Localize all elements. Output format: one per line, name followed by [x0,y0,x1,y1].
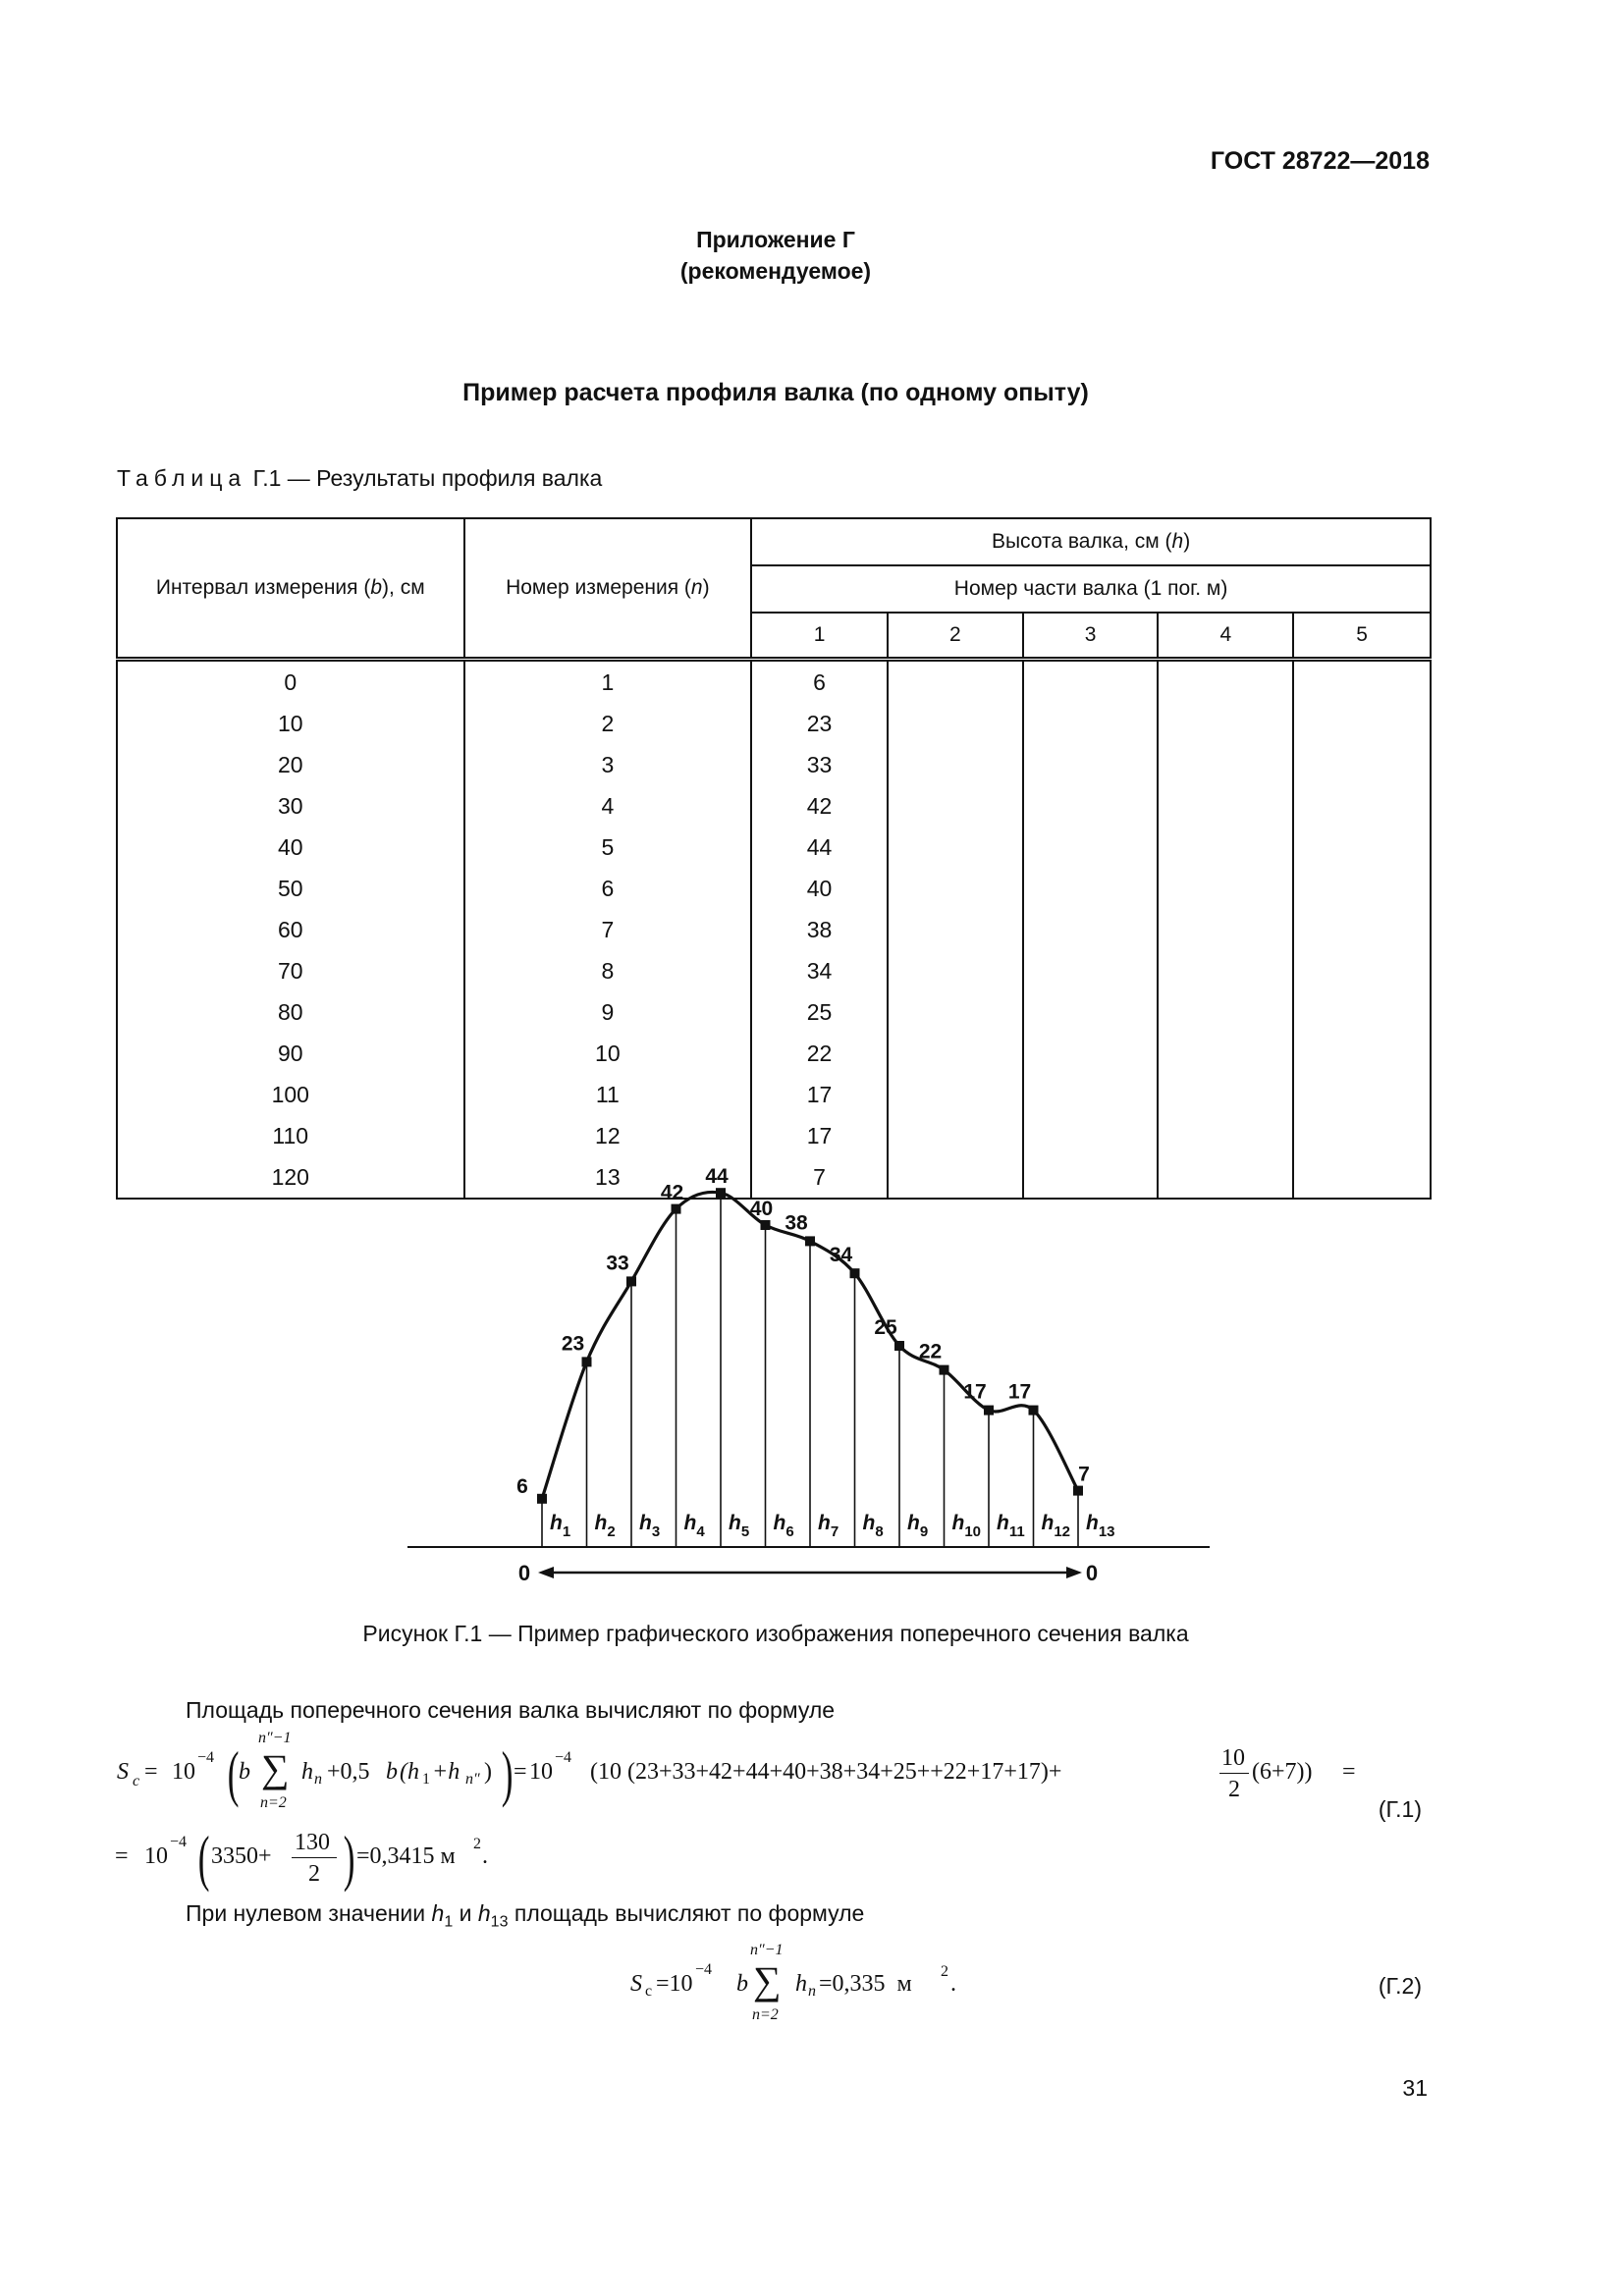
cell-interval: 50 [117,868,464,909]
h-label-sub: 13 [1098,1523,1115,1540]
h-label-letter: h [907,1512,920,1534]
f1-rparen: ) [501,1738,514,1808]
h-label-sub: 3 [651,1523,661,1540]
f2-hn-sub: n [808,1983,816,2000]
f1l2-ten: 10 [144,1843,168,1869]
cell-interval: 100 [117,1074,464,1115]
value-label: 40 [749,1198,774,1220]
table-row [117,1033,1431,1074]
cell-height-part-3 [1023,827,1159,868]
cell-height-part-1: 7 [751,1156,888,1199]
value-label: 17 [1007,1380,1032,1404]
data-point [582,1357,592,1366]
f2-dot: . [950,1971,956,1997]
cell-height-part-1: 17 [751,1074,888,1115]
formula-2-number: (Г.2) [1378,1973,1422,1999]
f1l2-frac-den: 2 [308,1861,320,1887]
cell-height-part-4 [1158,1033,1293,1074]
table-row [117,868,1431,909]
cell-height-part-2 [888,744,1023,785]
cell-height-part-1: 42 [751,785,888,827]
cell-height-part-5 [1293,744,1431,785]
cell-height-part-1: 33 [751,744,888,785]
cell-height-part-2 [888,909,1023,950]
h-label [1086,1512,1115,1540]
table-row [117,1074,1431,1115]
data-point [984,1406,994,1415]
table-row [117,785,1431,827]
header-height [751,518,1431,565]
cell-number: 4 [464,785,752,827]
header-part-2: 2 [888,613,1023,660]
page-number: 31 [1402,2075,1428,2101]
cell-height-part-5 [1293,1156,1431,1199]
cell-interval: 30 [117,785,464,827]
cell-height-part-5 [1293,868,1431,909]
f1l2-rparen: ) [343,1823,355,1893]
cell-height-part-4 [1158,1115,1293,1156]
f1l2-lparen: ( [197,1823,210,1893]
h-label-sub: 5 [740,1523,750,1540]
h-label [684,1512,706,1540]
cell-height-part-5 [1293,785,1431,827]
f1l2-sq: 2 [473,1836,481,1852]
data-point [626,1276,636,1286]
cell-height-part-2 [888,950,1023,991]
results-table [116,517,1432,1200]
f1-paren-term: (h [400,1759,419,1785]
data-point [1073,1486,1083,1496]
cell-height-part-3 [1023,1156,1159,1199]
cell-height-part-4 [1158,744,1293,785]
axis-label-right: 0 [1085,1561,1099,1585]
h-label-letter: h [951,1512,965,1534]
cell-height-part-1: 40 [751,868,888,909]
cell-height-part-4 [1158,827,1293,868]
cell-height-part-3 [1023,660,1159,704]
h-label-sub: 11 [1008,1523,1025,1540]
f1-exp: −4 [197,1749,215,1766]
cell-height-part-5 [1293,827,1431,868]
p2-b: и [453,1900,478,1926]
f1-hn-sub: n [314,1771,322,1788]
cell-interval: 60 [117,909,464,950]
f1-frac-bar [1219,1773,1249,1774]
cell-height-part-3 [1023,991,1159,1033]
h-label-letter: h [1041,1512,1055,1534]
table-caption-text: Г.1 — Результаты профиля валка [246,465,603,491]
cell-interval: 110 [117,1115,464,1156]
cell-height-part-5 [1293,1115,1431,1156]
f2-S: S [630,1971,642,1997]
f1l2-dot: . [482,1843,488,1869]
header-interval-var: b [370,576,383,599]
f1-plus-h: +h [432,1759,460,1785]
data-point [940,1365,949,1375]
h-label [952,1512,982,1540]
cell-number: 7 [464,909,752,950]
cell-interval: 10 [117,703,464,744]
h-label [863,1512,884,1540]
cell-height-part-3 [1023,868,1159,909]
f1-hn: h [301,1759,313,1785]
h-label-sub: 4 [696,1523,705,1540]
paragraph-formula-intro: Площадь поперечного сечения валка вычисляют по формуле [186,1697,836,1723]
standard-number: ГОСТ 28722—2018 [1210,147,1430,175]
f1-b: b [239,1759,250,1785]
cell-height-part-3 [1023,785,1159,827]
cell-number: 13 [464,1156,752,1199]
cell-height-part-3 [1023,744,1159,785]
f2-result: =0,335 м [819,1971,912,1997]
h-label-letter: h [862,1512,876,1534]
cell-height-part-4 [1158,909,1293,950]
cell-height-part-1: 38 [751,909,888,950]
header-interval-text: Интервал измерения ( [155,576,371,599]
value-label: 7 [1078,1463,1090,1486]
f2-sq: 2 [941,1963,948,1980]
axis-label-left: 0 [517,1561,531,1585]
cell-number: 6 [464,868,752,909]
cell-interval: 120 [117,1156,464,1199]
formula-1 [115,1730,1460,1826]
cell-height-part-5 [1293,703,1431,744]
cell-height-part-3 [1023,1115,1159,1156]
header-number [464,518,752,660]
cell-height-part-5 [1293,991,1431,1033]
cell-height-part-1: 34 [751,950,888,991]
value-label: 22 [918,1340,943,1363]
cell-height-part-4 [1158,868,1293,909]
cell-height-part-1: 22 [751,1033,888,1074]
cell-number: 1 [464,660,752,704]
f1l2-exp: −4 [170,1834,188,1850]
cell-interval: 80 [117,991,464,1033]
p2-c: площадь вычисляют по формуле [508,1900,865,1926]
cell-height-part-4 [1158,991,1293,1033]
cell-height-part-4 [1158,660,1293,704]
f1-one: 1 [422,1771,430,1788]
cell-height-part-1: 17 [751,1115,888,1156]
f1-tail: (6+7)) [1252,1759,1313,1785]
f1-sum-top: n″−1 [258,1730,292,1746]
header-number-text: Номер измерения ( [506,576,691,599]
f2-exp: −4 [695,1961,713,1978]
h-label [639,1512,660,1540]
data-point [1029,1406,1039,1415]
f1-eq-end: = [1342,1759,1356,1785]
f1-S-sub: c [133,1773,140,1789]
formula-1-number: (Г.1) [1378,1796,1422,1822]
cell-height-part-4 [1158,1156,1293,1199]
f2-hn: h [795,1971,807,1997]
cell-height-part-3 [1023,1033,1159,1074]
h-label [818,1512,839,1540]
table-row [117,660,1431,704]
f1l2-frac-bar [292,1857,337,1858]
cell-number: 12 [464,1115,752,1156]
cell-interval: 90 [117,1033,464,1074]
data-point [537,1494,547,1504]
table-row [117,827,1431,868]
cell-height-part-3 [1023,703,1159,744]
h-label-letter: h [729,1512,741,1534]
cell-height-part-5 [1293,1074,1431,1115]
data-point [894,1341,904,1351]
h-label-sub: 9 [919,1523,929,1540]
header-part-3: 3 [1023,613,1159,660]
f1-frac-den: 2 [1228,1777,1240,1802]
cell-height-part-2 [888,703,1023,744]
f1l2-result: =0,3415 м [356,1843,456,1869]
header-part-1: 1 [751,613,888,660]
cell-height-part-5 [1293,950,1431,991]
p2-h13-sub: 13 [490,1913,509,1931]
table-row [117,744,1431,785]
data-point [672,1204,681,1214]
cell-height-part-2 [888,785,1023,827]
cell-number: 10 [464,1033,752,1074]
paragraph-zero-values [186,1900,864,1932]
cell-height-part-4 [1158,1074,1293,1115]
table-caption [117,465,602,492]
header-height-text: Высота валка, см ( [991,530,1172,553]
value-label: 33 [606,1252,629,1275]
cell-height-part-4 [1158,703,1293,744]
h-label [997,1512,1025,1540]
value-label: 44 [705,1165,729,1189]
cell-interval: 40 [117,827,464,868]
cell-interval: 0 [117,660,464,704]
h-label-letter: h [773,1512,786,1534]
f1l2-frac-num: 130 [295,1830,330,1855]
header-part-5: 5 [1293,613,1431,660]
f2-eq: =10 [656,1971,693,1997]
h-label [550,1512,570,1540]
f1-nn: n″ [465,1771,480,1788]
header-height-end: ) [1183,530,1191,553]
f1-sigma: ∑ [261,1746,290,1790]
cell-height-part-1: 44 [751,827,888,868]
value-label: 17 [963,1380,987,1404]
h-label-sub: 6 [785,1523,794,1540]
h-label-letter: h [550,1512,563,1534]
header-part-4: 4 [1158,613,1293,660]
f1-eq: = [144,1759,158,1785]
cell-height-part-5 [1293,909,1431,950]
header-part: Номер части валка (1 пог. м) [751,565,1431,613]
cell-interval: 70 [117,950,464,991]
cell-height-part-1: 23 [751,703,888,744]
f1-lparen: ( [227,1738,240,1808]
h-label [729,1512,749,1540]
formula-1-line-2 [115,1822,704,1900]
h-label-sub: 8 [875,1523,884,1540]
header-interval [117,518,464,660]
cell-height-part-4 [1158,785,1293,827]
annex-title: Приложение Г [696,227,855,252]
data-point [850,1268,860,1278]
cell-interval: 20 [117,744,464,785]
h-label-letter: h [594,1512,608,1534]
cell-number: 8 [464,950,752,991]
header-interval-end: ), см [382,576,425,599]
f1-S: S [117,1759,129,1785]
cell-height-part-1: 6 [751,660,888,704]
h-label-letter: h [683,1512,697,1534]
section-title: Пример расчета профиля валка (по одному опыту) [462,379,1089,406]
f1-ten2: 10 [529,1759,553,1785]
annex-status: (рекомендуемое) [679,258,872,284]
f1-exp2: −4 [555,1749,572,1766]
cell-height-part-2 [888,1033,1023,1074]
h-label-sub: 1 [562,1523,571,1540]
cell-height-part-5 [1293,1033,1431,1074]
h-label-letter: h [997,1512,1009,1534]
cell-height-part-1: 25 [751,991,888,1033]
h-label-sub: 7 [830,1523,839,1540]
f2-sigma: ∑ [753,1958,782,2002]
value-label: 42 [660,1181,684,1204]
profile-figure [393,1165,1227,1600]
table-row [117,1115,1431,1156]
f1-sum-bot: n=2 [260,1794,287,1811]
cell-height-part-3 [1023,950,1159,991]
cell-height-part-2 [888,1156,1023,1199]
data-point [761,1220,771,1230]
p2-a: При нулевом значении [186,1900,432,1926]
cell-height-part-2 [888,991,1023,1033]
header-number-var: n [690,576,703,599]
f1-eq2: = [514,1759,527,1785]
formula-2 [628,1942,1001,2036]
cell-height-part-3 [1023,1074,1159,1115]
cell-height-part-2 [888,868,1023,909]
h-label-letter: h [1086,1512,1099,1534]
p2-h1: h [431,1900,445,1926]
h-label [774,1512,794,1540]
cell-number: 3 [464,744,752,785]
value-label: 34 [829,1244,853,1267]
f2-sum-top: n″−1 [750,1942,784,1958]
h-label-letter: h [639,1512,652,1534]
f1-frac-num: 10 [1221,1745,1245,1771]
table-row [117,991,1431,1033]
cell-number: 2 [464,703,752,744]
p2-h1-sub: 1 [444,1913,454,1931]
table-row [117,703,1431,744]
value-label: 38 [785,1211,808,1235]
cell-number: 11 [464,1074,752,1115]
p2-h13: h [477,1900,491,1926]
arrow-left-icon [538,1567,554,1578]
arrow-right-icon [1066,1567,1082,1578]
cell-height-part-2 [888,660,1023,704]
value-label: 25 [874,1316,897,1339]
cell-height-part-2 [888,1115,1023,1156]
value-label: 6 [516,1474,528,1498]
f2-b: b [736,1971,748,1997]
table-row [117,950,1431,991]
h-label [907,1512,928,1540]
cell-number: 9 [464,991,752,1033]
value-label: 23 [561,1332,585,1356]
f1l2-eq: = [115,1843,129,1869]
h-label [595,1512,616,1540]
f1-b2: b [386,1759,398,1785]
f1-ten: 10 [172,1759,195,1785]
header-number-end: ) [702,576,710,599]
table-row [117,1156,1431,1199]
cell-height-part-2 [888,1074,1023,1115]
header-height-var: h [1171,530,1184,553]
f2-sum-bot: n=2 [752,2006,779,2023]
cell-number: 5 [464,827,752,868]
f1-close: ) [484,1759,492,1785]
f1l2-a: 3350+ [211,1843,272,1869]
table-body [117,660,1431,1200]
figure-caption: Рисунок Г.1 — Пример графического изображения поперечного сечения валка [362,1621,1189,1646]
h-label-sub: 12 [1054,1523,1071,1540]
cell-height-part-3 [1023,909,1159,950]
table-caption-prefix: Таблица [117,465,247,491]
h-label-sub: 2 [607,1523,616,1540]
f2-S-sub: c [645,1983,653,2000]
f1-plus-half: +0,5 [327,1759,370,1785]
f1-series: (10 (23+33+42+44+40+38+34+25++22+17+17)+ [590,1759,1062,1785]
table-row [117,909,1431,950]
data-point [805,1236,815,1246]
cell-height-part-4 [1158,950,1293,991]
h-label-sub: 10 [964,1523,982,1540]
h-label-letter: h [818,1512,831,1534]
cell-height-part-5 [1293,660,1431,704]
data-point [716,1188,726,1198]
cell-height-part-2 [888,827,1023,868]
h-label [1042,1512,1071,1540]
